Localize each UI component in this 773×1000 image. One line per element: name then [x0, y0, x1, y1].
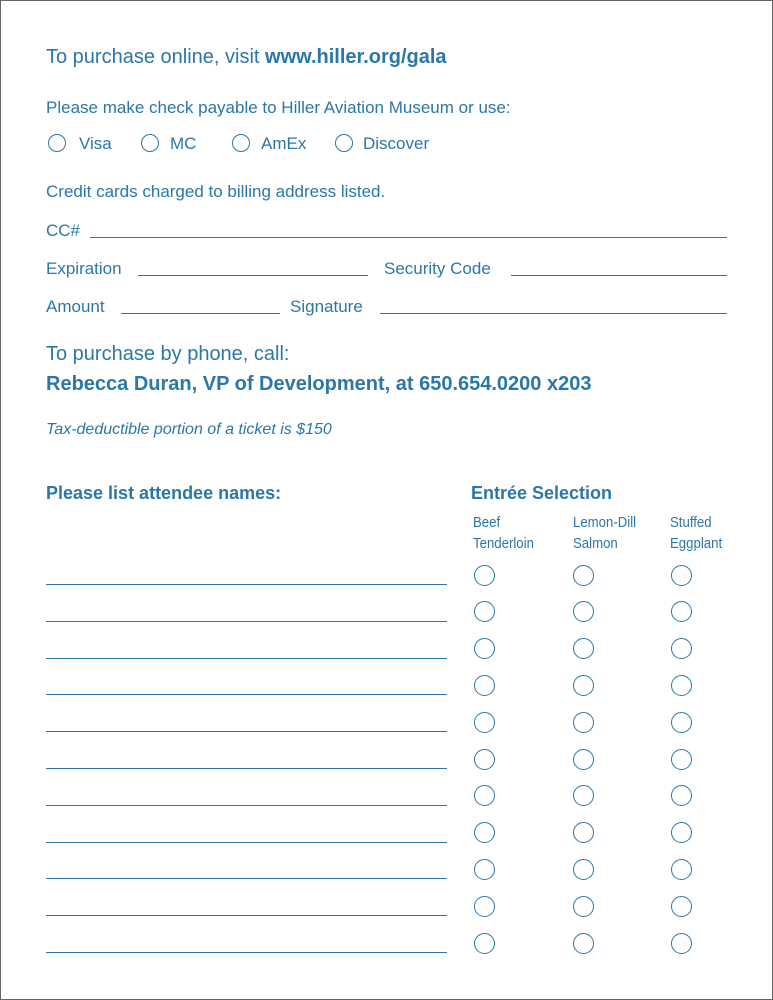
entree-beef-radio-9[interactable]: [474, 859, 495, 880]
signature-label: Signature: [290, 297, 363, 316]
entree-salmon-radio-4[interactable]: [573, 675, 594, 696]
mc-radio[interactable]: [141, 134, 159, 152]
entree-eggplant-radio-5[interactable]: [671, 712, 692, 733]
billing-note: Credit cards charged to billing address listed.: [46, 182, 386, 201]
entree-salmon-radio-10[interactable]: [573, 896, 594, 917]
entree-salmon-radio-6[interactable]: [573, 749, 594, 770]
expiration-field[interactable]: [138, 275, 368, 276]
entree-beef-radio-2[interactable]: [474, 601, 495, 622]
entree-beef-radio-8[interactable]: [474, 822, 495, 843]
entree-eggplant-radio-8[interactable]: [671, 822, 692, 843]
attendee-name-line-1[interactable]: [46, 584, 447, 585]
entree-beef-radio-10[interactable]: [474, 896, 495, 917]
entree-salmon-radio-2[interactable]: [573, 601, 594, 622]
phone-contact: Rebecca Duran, VP of Development, at 650.654.0200 x203: [46, 373, 592, 395]
visa-radio[interactable]: [48, 134, 66, 152]
attendee-name-line-10[interactable]: [46, 915, 447, 916]
expiration-label: Expiration: [46, 259, 122, 278]
entree-salmon-radio-3[interactable]: [573, 638, 594, 659]
entree-beef-radio-5[interactable]: [474, 712, 495, 733]
entree-salmon-radio-7[interactable]: [573, 785, 594, 806]
entree-eggplant-radio-2[interactable]: [671, 601, 692, 622]
entree-salmon-radio-1[interactable]: [573, 565, 594, 586]
attendee-name-line-2[interactable]: [46, 621, 447, 622]
attendee-name-line-11[interactable]: [46, 952, 447, 953]
entree-salmon-radio-9[interactable]: [573, 859, 594, 880]
entree-beef-radio-6[interactable]: [474, 749, 495, 770]
attendee-name-line-9[interactable]: [46, 878, 447, 879]
entree-col-beef-header: Beef Tenderloin: [473, 514, 534, 552]
entree-beef-radio-4[interactable]: [474, 675, 495, 696]
entree-eggplant-radio-10[interactable]: [671, 896, 692, 917]
entree-eggplant-radio-1[interactable]: [671, 565, 692, 586]
entree-heading: Entrée Selection: [471, 483, 613, 503]
cc-label: CC#: [46, 221, 81, 240]
amex-radio[interactable]: [232, 134, 250, 152]
amex-label: AmEx: [261, 134, 307, 153]
attendee-name-line-8[interactable]: [46, 842, 447, 843]
mc-label: MC: [170, 134, 197, 153]
attendee-name-line-5[interactable]: [46, 731, 447, 732]
entree-beef-radio-11[interactable]: [474, 933, 495, 954]
online-purchase-line: [46, 46, 447, 69]
entree-beef-radio-1[interactable]: [474, 565, 495, 586]
phone-heading: To purchase by phone, call:: [46, 343, 290, 365]
attendees-heading: Please list attendee names:: [46, 483, 282, 503]
entree-beef-radio-3[interactable]: [474, 638, 495, 659]
entree-beef-radio-7[interactable]: [474, 785, 495, 806]
entree-eggplant-radio-11[interactable]: [671, 933, 692, 954]
check-payable-text: Please make check payable to Hiller Aviation Museum or use:: [46, 98, 511, 117]
signature-field[interactable]: [380, 313, 727, 314]
gala-url-link[interactable]: www.hiller.org/gala: [265, 46, 447, 68]
cc-field[interactable]: [90, 237, 727, 238]
entree-eggplant-radio-3[interactable]: [671, 638, 692, 659]
attendee-name-line-6[interactable]: [46, 768, 447, 769]
attendee-name-line-7[interactable]: [46, 805, 447, 806]
entree-salmon-radio-11[interactable]: [573, 933, 594, 954]
amount-label: Amount: [46, 297, 105, 316]
entree-eggplant-radio-6[interactable]: [671, 749, 692, 770]
online-purchase-prefix: To purchase online, visit: [46, 46, 266, 68]
security-code-field[interactable]: [511, 275, 727, 276]
attendee-name-line-3[interactable]: [46, 658, 447, 659]
discover-label: Discover: [363, 134, 430, 153]
entree-salmon-radio-8[interactable]: [573, 822, 594, 843]
visa-label: Visa: [79, 134, 112, 153]
security-code-label: Security Code: [384, 259, 491, 278]
entree-eggplant-radio-4[interactable]: [671, 675, 692, 696]
entree-salmon-radio-5[interactable]: [573, 712, 594, 733]
entree-eggplant-radio-7[interactable]: [671, 785, 692, 806]
entree-col-eggplant-header: Stuffed Eggplant: [670, 514, 723, 552]
entree-col-salmon-header: Lemon-Dill Salmon: [573, 514, 637, 552]
tax-note: Tax-deductible portion of a ticket is $150: [46, 421, 332, 438]
entree-eggplant-radio-9[interactable]: [671, 859, 692, 880]
attendee-name-line-4[interactable]: [46, 694, 447, 695]
discover-radio[interactable]: [335, 134, 353, 152]
amount-field[interactable]: [121, 313, 280, 314]
